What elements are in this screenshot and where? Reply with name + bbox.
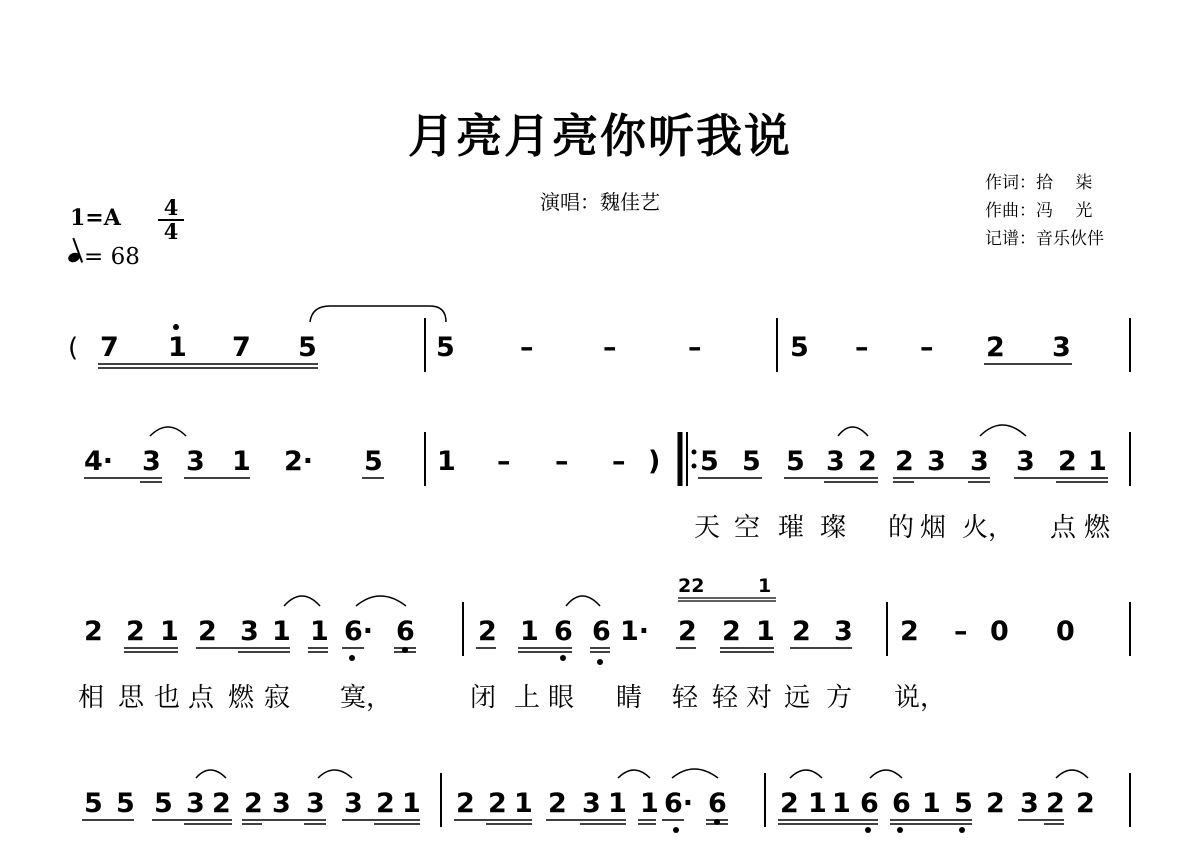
slur-arc <box>790 770 822 778</box>
note: 2 <box>212 788 231 819</box>
low-octave-dot-icon <box>959 827 965 833</box>
note: 5 <box>700 446 719 477</box>
note: 2 <box>895 446 914 477</box>
underline-beams <box>124 648 416 652</box>
underline-beams <box>82 820 420 824</box>
note: 3 <box>582 788 601 819</box>
low-octave-dot-icon <box>349 655 355 661</box>
note: 2 <box>548 788 567 819</box>
note: 5 <box>116 788 135 819</box>
note: 4· <box>84 446 114 477</box>
tempo-value: = 68 <box>84 244 140 270</box>
note: 3 <box>344 788 363 819</box>
lyric: 睛 <box>616 683 643 713</box>
time-signature-bottom: 4 <box>163 219 179 244</box>
lyric: 方 <box>826 683 853 713</box>
lyric: 说， <box>894 683 947 713</box>
slur-arc <box>566 596 600 606</box>
note: 2 <box>1058 446 1077 477</box>
note: 6 <box>892 788 911 819</box>
note: 1 <box>608 788 627 819</box>
score-row-4 <box>82 769 1095 833</box>
paren: ) <box>648 446 661 477</box>
singer-credit: 演唱：魏佳艺 <box>540 190 660 214</box>
note: 2 <box>858 446 877 477</box>
note: 3 <box>186 788 205 819</box>
lyric: 燃 <box>228 683 255 713</box>
note: 2 <box>986 332 1005 363</box>
slur-arc <box>980 425 1026 436</box>
time-signature-top: 4 <box>163 195 179 220</box>
note: 2 <box>780 788 799 819</box>
score-row-2 <box>84 425 1111 543</box>
note: 5 <box>742 446 761 477</box>
lyric: 轻 <box>712 683 739 713</box>
grace-notes: 22 <box>678 575 705 597</box>
low-octave-dot-icon <box>865 827 871 833</box>
lyric: 对 <box>746 683 773 713</box>
note: 6 <box>860 788 879 819</box>
note: 6 <box>396 616 415 647</box>
underline-beams <box>84 478 384 482</box>
dash: – <box>497 446 511 477</box>
note: 3 <box>1052 332 1071 363</box>
note: 1 <box>756 616 775 647</box>
note: 5 <box>790 332 809 363</box>
score-row-3 <box>78 575 1075 713</box>
note: 1 <box>272 616 291 647</box>
note: 6· <box>344 616 374 647</box>
note: 5 <box>364 446 383 477</box>
composer-credit: 作曲：冯 光 <box>985 201 1093 221</box>
low-octave-dot-icon <box>897 827 903 833</box>
lyric: 空 <box>734 513 761 543</box>
low-octave-dot-icon <box>597 659 603 665</box>
note: 1 <box>168 332 187 363</box>
lyric: 寞， <box>340 683 393 713</box>
note: 2 <box>1076 788 1095 819</box>
note: 3 <box>142 446 161 477</box>
note: 3 <box>240 616 259 647</box>
grace-beams <box>678 598 776 601</box>
note: 2 <box>900 616 919 647</box>
lyric: 远 <box>784 683 811 713</box>
lyric: 璨 <box>820 513 847 543</box>
note: 5 <box>84 788 103 819</box>
note: 2 <box>678 616 697 647</box>
dash: – <box>855 332 869 363</box>
rest: 0 <box>990 616 1009 647</box>
lyricist-credit: 作词：拾 柒 <box>985 173 1093 193</box>
note: 1 <box>437 446 456 477</box>
slur-arc <box>618 770 650 778</box>
underline-beams <box>476 648 852 652</box>
song-title: 月亮月亮你听我说 <box>408 109 792 163</box>
note: 1 <box>514 788 533 819</box>
note: 1 <box>310 616 329 647</box>
note: 1 <box>640 788 659 819</box>
dash: – <box>612 446 626 477</box>
note: 6 <box>708 788 727 819</box>
note: 3 <box>1020 788 1039 819</box>
note: 2 <box>456 788 475 819</box>
lyric: 烟 <box>920 513 947 543</box>
note: 3 <box>186 446 205 477</box>
lyric: 点 <box>1050 513 1077 543</box>
note: 3 <box>272 788 291 819</box>
lyric: 上 <box>514 683 541 713</box>
slur-arc <box>838 427 868 436</box>
note: 2 <box>792 616 811 647</box>
lyric: 闭 <box>470 683 497 713</box>
note: 1 <box>402 788 421 819</box>
note: 5 <box>436 332 455 363</box>
underline-beams <box>698 478 1108 482</box>
lyric: 轻 <box>672 683 699 713</box>
rest: 0 <box>1056 616 1075 647</box>
lyric: 火， <box>962 513 1015 543</box>
note: 2 <box>1046 788 1065 819</box>
slur-arc <box>284 596 320 606</box>
barlines <box>425 318 1130 827</box>
low-octave-dot-icon <box>673 827 679 833</box>
lyric: 也 <box>154 683 181 713</box>
note: 2 <box>986 788 1005 819</box>
grace-notes: 1 <box>758 575 772 597</box>
octave-dot-icon <box>173 324 179 330</box>
slur-arc <box>870 770 902 778</box>
note: 5 <box>154 788 173 819</box>
underline-beams <box>454 820 728 824</box>
note: 5 <box>786 446 805 477</box>
note: 2 <box>488 788 507 819</box>
note: 3 <box>834 616 853 647</box>
lyric: 点 <box>188 683 215 713</box>
note: 1 <box>232 446 251 477</box>
note: 1 <box>922 788 941 819</box>
note: 2 <box>126 616 145 647</box>
key-signature: 1=A <box>70 205 121 231</box>
note: 2 <box>722 616 741 647</box>
note: 6· <box>664 788 694 819</box>
slur-arc <box>318 770 352 778</box>
slur-arc <box>1056 770 1088 778</box>
note: 6 <box>592 616 611 647</box>
note: 1 <box>160 616 179 647</box>
note: 2 <box>478 616 497 647</box>
score-row-1 <box>68 306 1072 368</box>
note: 5 <box>298 332 317 363</box>
note: 1· <box>620 616 650 647</box>
underline-beams <box>98 364 318 368</box>
note: 3 <box>927 446 946 477</box>
slur-arc <box>196 770 226 778</box>
lyric: 寂 <box>264 683 291 713</box>
dash: – <box>520 332 534 363</box>
note: 2 <box>84 616 103 647</box>
repeat-start-sign <box>680 432 697 486</box>
note: 1 <box>832 788 851 819</box>
dash: – <box>920 332 934 363</box>
transcriber-credit: 记谱：音乐伙伴 <box>985 229 1104 249</box>
note: 2 <box>244 788 263 819</box>
lyric: 相 <box>78 683 105 713</box>
note: 2· <box>284 446 314 477</box>
lyric: 燃 <box>1084 513 1111 543</box>
note: 6 <box>554 616 573 647</box>
low-octave-dot-icon <box>560 655 566 661</box>
note: 3 <box>826 446 845 477</box>
note: 1 <box>520 616 539 647</box>
note: 3 <box>306 788 325 819</box>
dash: – <box>555 446 569 477</box>
lyric: 思 <box>118 683 145 713</box>
note: 3 <box>970 446 989 477</box>
slur-arc <box>356 596 406 606</box>
lyric: 天 <box>694 513 721 543</box>
note: 1 <box>1088 446 1107 477</box>
note: 2 <box>376 788 395 819</box>
note: 5 <box>954 788 973 819</box>
underline-beams <box>778 820 1064 824</box>
lyric: 璀 <box>778 513 805 543</box>
note: 7 <box>100 332 119 363</box>
note: 1 <box>808 788 827 819</box>
note: 3 <box>1016 446 1035 477</box>
dash: – <box>954 616 968 647</box>
dash: – <box>688 332 702 363</box>
lyric: 眼 <box>548 683 575 713</box>
dash: – <box>603 332 617 363</box>
note: ( <box>68 333 79 363</box>
slur-arc <box>672 769 718 778</box>
note: 7 <box>232 332 251 363</box>
note: 2 <box>198 616 217 647</box>
slur-arc <box>150 427 186 436</box>
lyric: 的 <box>888 513 915 543</box>
